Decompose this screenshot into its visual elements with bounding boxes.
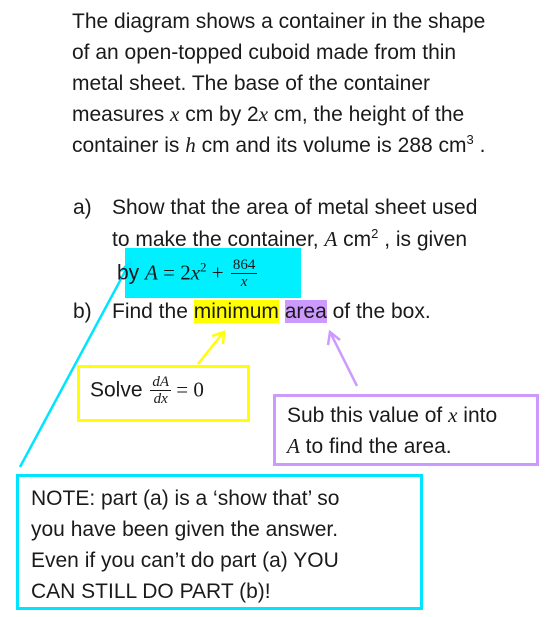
note-line-4: CAN STILL DO PART (b)!: [31, 580, 271, 603]
text: by: [117, 261, 140, 285]
text: [279, 300, 285, 323]
text: Find the: [112, 300, 194, 323]
fraction-denominator: x: [240, 274, 248, 290]
var-A: A: [145, 260, 158, 285]
intro-line-3: metal sheet. The base of the container: [72, 72, 431, 95]
text: cm: [337, 228, 372, 251]
part-a-label: a): [73, 196, 92, 219]
sub-line-2: [287, 431, 497, 462]
text: to make the container,: [112, 228, 325, 251]
derivative-fraction: [150, 375, 171, 407]
note-text: [31, 483, 340, 607]
text: measures: [72, 103, 171, 126]
var-A: A: [287, 434, 300, 458]
text: cm, the height of the: [268, 103, 465, 126]
area-highlight: area: [284, 300, 327, 323]
fraction-numerator: 864: [232, 257, 256, 273]
text: of the box.: [326, 300, 431, 323]
sub-arrow-line: [331, 334, 357, 386]
area-formula: [117, 258, 257, 290]
text: Sub this value of: [287, 404, 449, 427]
intro-line-1: The diagram shows a container in the shape: [72, 10, 486, 33]
part-b-line: [112, 300, 431, 324]
superscript: 2: [371, 226, 379, 241]
intro-line-2: of an open-topped cuboid made from thin: [72, 41, 457, 64]
note-callout: [16, 474, 423, 610]
part-b-label: b): [73, 300, 92, 323]
note-line-2: you have been given the answer.: [31, 518, 339, 541]
solve-text: [90, 375, 204, 407]
sub-text: [287, 400, 497, 462]
note-line-1: NOTE: part (a) is a ‘show that’ so: [31, 487, 340, 510]
superscript: 2: [200, 259, 207, 275]
var-x: x: [258, 102, 269, 126]
intro-line-4: [72, 99, 542, 130]
sub-line-1: [287, 400, 497, 431]
question-intro: [72, 6, 542, 161]
var-x: x: [170, 102, 180, 126]
text: .: [473, 134, 486, 157]
solve-callout: [77, 365, 250, 422]
text: into: [457, 404, 498, 427]
fraction-denominator: dx: [153, 391, 168, 407]
minimum-highlight: minimum: [193, 300, 279, 323]
text: Solve: [90, 378, 149, 402]
intro-line-5: [72, 130, 542, 161]
text: = 0: [171, 377, 204, 402]
note-line-3: Even if you can’t do part (a) YOU: [31, 549, 339, 572]
text: cm and its volume is 288 cm: [195, 134, 467, 157]
var-h: h: [185, 133, 196, 157]
part-a-line-1: Show that the area of metal sheet used: [112, 196, 478, 219]
text: to find the area.: [299, 435, 452, 458]
solve-arrow-line: [198, 334, 222, 364]
fraction: [231, 258, 258, 290]
part-a-line-2: [112, 227, 467, 252]
var-x: x: [190, 260, 201, 285]
text: container is: [72, 134, 186, 157]
text: , is given: [378, 228, 468, 251]
fraction-numerator: dA: [152, 374, 170, 390]
var-A: A: [324, 227, 338, 251]
var-x: x: [448, 403, 458, 427]
text: +: [206, 260, 229, 285]
text: = 2: [157, 260, 191, 285]
superscript: 3: [466, 132, 474, 147]
text: cm by 2: [179, 103, 259, 126]
sub-callout: [273, 394, 539, 466]
